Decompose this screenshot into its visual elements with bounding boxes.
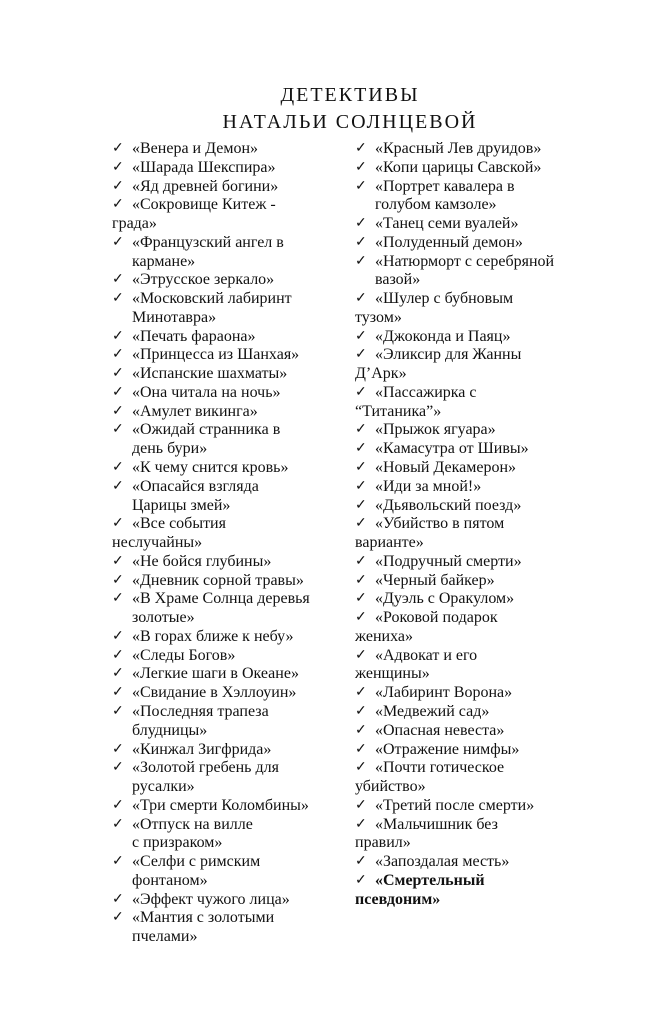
book-title-line: града» <box>112 215 157 233</box>
page-title <box>0 82 662 136</box>
book-title-line: «Яд древней богини» <box>132 177 279 195</box>
book-title-line: «Шарада Шекспира» <box>132 158 276 176</box>
check-icon: ✓ <box>112 854 124 870</box>
check-icon: ✓ <box>355 516 367 532</box>
check-icon: ✓ <box>355 422 367 438</box>
book-title-line: «Селфи с римским <box>132 853 261 871</box>
book-title-line: жениха» <box>355 627 413 645</box>
book-title-line: «Танец семи вуалей» <box>375 215 519 233</box>
check-icon: ✓ <box>355 347 367 363</box>
book-title-line: «Испанские шахматы» <box>132 365 288 383</box>
book-title-line: «Полуденный демон» <box>375 233 523 251</box>
check-icon: ✓ <box>112 384 124 400</box>
book-title-line: «Принцесса из Шанхая» <box>132 346 300 364</box>
check-icon: ✓ <box>112 910 124 926</box>
book-list-item <box>112 178 352 197</box>
book-list-item <box>355 647 605 685</box>
book-list-item <box>112 797 352 816</box>
book-list-item <box>355 553 605 572</box>
check-icon: ✓ <box>355 328 367 344</box>
title-line-2: НАТАЛЬИ СОЛНЦЕВОЙ <box>222 111 478 133</box>
check-icon: ✓ <box>112 422 124 438</box>
book-title-line: «Сокровище Китеж - <box>132 196 276 214</box>
check-icon: ✓ <box>355 591 367 607</box>
book-list-item <box>355 234 605 253</box>
book-list-item <box>355 609 605 647</box>
check-icon: ✓ <box>112 816 124 832</box>
book-title-line: «Новый Декамерон» <box>375 459 517 477</box>
book-list-item <box>355 816 605 854</box>
book-list-item <box>355 346 605 384</box>
check-icon: ✓ <box>355 216 367 232</box>
book-list-item <box>112 759 352 797</box>
book-title-line: «Дневник сорной травы» <box>132 571 304 589</box>
book-title-line: «Джоконда и Паяц» <box>375 327 511 345</box>
book-title-line: голубом камзоле» <box>375 196 497 214</box>
book-title-line: фонтаном» <box>132 871 208 889</box>
book-list-item <box>355 440 605 459</box>
check-icon: ✓ <box>112 460 124 476</box>
book-title-line: «Отражение нимфы» <box>375 740 520 758</box>
book-title-line: «Портрет кавалера в <box>375 177 515 195</box>
book-list-item <box>355 703 605 722</box>
book-list-item <box>112 647 352 666</box>
book-title-line: «Смертельный <box>375 871 485 889</box>
check-icon: ✓ <box>355 178 367 194</box>
book-list-item <box>355 797 605 816</box>
book-title-line: убийство» <box>355 778 426 796</box>
book-title-line: «Опасная невеста» <box>375 721 505 739</box>
check-icon: ✓ <box>112 666 124 682</box>
book-title-line: день бури» <box>132 440 208 458</box>
check-icon: ✓ <box>112 891 124 907</box>
book-title-line: «Натюрморт с серебряной <box>375 252 555 270</box>
book-list-item <box>112 140 352 159</box>
book-list-item <box>112 665 352 684</box>
book-title-line: «К чему снится кровь» <box>132 459 289 477</box>
check-icon: ✓ <box>112 741 124 757</box>
book-list-item <box>355 253 605 291</box>
check-icon: ✓ <box>355 141 367 156</box>
book-title-line: «Мальчишник без <box>375 815 498 833</box>
check-icon: ✓ <box>355 854 367 870</box>
book-list-item <box>112 196 352 234</box>
book-list-item <box>355 328 605 347</box>
book-title-line: “Титаника”» <box>355 402 442 420</box>
check-icon: ✓ <box>112 685 124 701</box>
book-title-line: «Московский лабиринт <box>132 290 292 308</box>
book-title-line: Царицы змей» <box>132 496 231 514</box>
check-icon: ✓ <box>355 441 367 457</box>
check-icon: ✓ <box>355 741 367 757</box>
book-list-item <box>112 328 352 347</box>
book-list-item <box>112 572 352 591</box>
book-title-line: «В горах ближе к небу» <box>132 627 294 645</box>
book-title-line: «Золотой гребень для <box>132 759 279 777</box>
check-icon: ✓ <box>112 366 124 382</box>
book-list-right-column <box>355 140 605 909</box>
book-title-line: «Иди за мной!» <box>375 477 482 495</box>
book-title-line: неслучайны» <box>112 534 203 552</box>
book-title-line: «Медвежий сад» <box>375 702 490 720</box>
book-list-item <box>112 909 352 947</box>
check-icon: ✓ <box>355 553 367 569</box>
book-list-item <box>355 178 605 216</box>
check-icon: ✓ <box>112 628 124 644</box>
book-title-line: «Адвокат и его <box>375 646 478 664</box>
check-icon: ✓ <box>112 197 124 213</box>
check-icon: ✓ <box>112 516 124 532</box>
check-icon: ✓ <box>112 178 124 194</box>
check-icon: ✓ <box>112 272 124 288</box>
book-list-item <box>355 722 605 741</box>
check-icon: ✓ <box>112 572 124 588</box>
book-list-item <box>355 421 605 440</box>
book-title-line: «Опасайся взгляда <box>132 477 259 495</box>
book-list-item <box>112 365 352 384</box>
book-list-item <box>112 459 352 478</box>
check-icon: ✓ <box>112 591 124 607</box>
book-list-item <box>112 853 352 891</box>
book-list-item <box>112 553 352 572</box>
check-icon: ✓ <box>112 647 124 663</box>
book-list-item <box>355 215 605 234</box>
book-list-item <box>355 478 605 497</box>
book-title-line: Минотавра» <box>132 308 217 326</box>
book-title-line: «Третий после смерти» <box>375 796 535 814</box>
book-title-line: «Легкие шаги в Океане» <box>132 665 299 683</box>
book-title-line: «Лабиринт Ворона» <box>375 684 513 702</box>
book-list-item <box>112 290 352 328</box>
book-list-item <box>112 234 352 272</box>
check-icon: ✓ <box>112 703 124 719</box>
book-title-line: варианте» <box>355 534 424 552</box>
book-list-item <box>355 853 605 872</box>
book-title-line: «Свидание в Хэллоуин» <box>132 684 297 702</box>
book-title-line: «Следы Богов» <box>132 646 236 664</box>
book-list-item <box>112 628 352 647</box>
check-icon: ✓ <box>355 816 367 832</box>
book-title-line: псевдоним» <box>355 890 441 908</box>
book-list-item <box>355 459 605 478</box>
book-list-item <box>112 684 352 703</box>
check-icon: ✓ <box>355 497 367 513</box>
book-title-line: Д’Арк» <box>355 365 407 383</box>
book-list-item <box>112 159 352 178</box>
check-icon: ✓ <box>112 478 124 494</box>
book-title-line: блудницы» <box>132 721 208 739</box>
check-icon: ✓ <box>112 760 124 776</box>
title-line-1: ДЕТЕКТИВЫ <box>280 84 420 106</box>
check-icon: ✓ <box>355 253 367 269</box>
check-icon: ✓ <box>112 141 124 156</box>
check-icon: ✓ <box>355 478 367 494</box>
check-icon: ✓ <box>355 384 367 400</box>
book-list-item <box>112 403 352 422</box>
book-title-line: «Эффект чужого лица» <box>132 890 290 908</box>
book-list-item <box>112 346 352 365</box>
book-title-line: «Черный байкер» <box>375 571 495 589</box>
book-title-line: «Красный Лев друидов» <box>375 140 542 157</box>
check-icon: ✓ <box>355 647 367 663</box>
book-title-line: «Французский ангел в <box>132 233 284 251</box>
book-title-line: «Последняя трапеза <box>132 702 269 720</box>
check-icon: ✓ <box>355 159 367 175</box>
book-title-line: женщины» <box>355 665 430 683</box>
book-list-item <box>355 572 605 591</box>
check-icon: ✓ <box>355 797 367 813</box>
book-title-line: тузом» <box>355 308 402 326</box>
check-icon: ✓ <box>355 572 367 588</box>
book-list-left-column <box>112 140 352 947</box>
book-list-item <box>112 816 352 854</box>
book-title-line: «Мантия с золотыми <box>132 909 275 927</box>
book-list-item <box>355 872 605 910</box>
book-list-item <box>355 515 605 553</box>
book-title-line: кармане» <box>132 252 196 270</box>
check-icon: ✓ <box>355 872 367 888</box>
book-list-item <box>112 384 352 403</box>
check-icon: ✓ <box>355 610 367 626</box>
book-title-line: «Камасутра от Шивы» <box>375 440 529 458</box>
book-title-line: «Кинжал Зигфрида» <box>132 740 272 758</box>
book-title-line: «Убийство в пятом <box>375 515 505 533</box>
book-title-line: «Дьявольский поезд» <box>375 496 522 514</box>
book-list-item <box>355 159 605 178</box>
check-icon: ✓ <box>355 722 367 738</box>
book-title-line: «Ожидай странника в <box>132 421 281 439</box>
check-icon: ✓ <box>355 291 367 307</box>
book-title-line: «Прыжок ягуара» <box>375 421 496 439</box>
check-icon: ✓ <box>112 159 124 175</box>
book-title-line: «Копи царицы Савской» <box>375 158 542 176</box>
check-icon: ✓ <box>112 291 124 307</box>
book-title-line: русалки» <box>132 778 195 796</box>
book-title-line: «Подручный смерти» <box>375 552 522 570</box>
check-icon: ✓ <box>112 328 124 344</box>
check-icon: ✓ <box>112 797 124 813</box>
book-title-line: «Все события <box>132 515 226 533</box>
book-list-item <box>355 684 605 703</box>
book-list-item <box>355 140 605 159</box>
book-title-line: «Шулер с бубновым <box>375 290 514 308</box>
book-list-item <box>112 478 352 516</box>
book-list-item <box>112 741 352 760</box>
book-title-line: вазой» <box>375 271 421 289</box>
book-list-item <box>112 271 352 290</box>
check-icon: ✓ <box>112 234 124 250</box>
book-title-line: «Она читала на ночь» <box>132 383 281 401</box>
book-list-item <box>355 590 605 609</box>
book-title-line: «В Храме Солнца деревья <box>132 590 310 608</box>
book-title-line: с призраком» <box>132 834 223 852</box>
check-icon: ✓ <box>355 760 367 776</box>
book-title-line: «Отпуск на вилле <box>132 815 253 833</box>
book-title-line: «Не бойся глубины» <box>132 552 272 570</box>
book-list-item <box>112 703 352 741</box>
book-list-item <box>355 290 605 328</box>
book-title-line: «Этрусское зеркало» <box>132 271 275 289</box>
check-icon: ✓ <box>112 553 124 569</box>
book-list-item <box>112 891 352 910</box>
book-title-line: «Венера и Демон» <box>132 140 258 157</box>
book-title-line: «Три смерти Коломбины» <box>132 796 309 814</box>
book-list-item <box>355 759 605 797</box>
book-title-line: золотые» <box>132 609 195 627</box>
book-list-item <box>112 515 352 553</box>
book-title-line: «Эликсир для Жанны <box>375 346 522 364</box>
book-title-line: правил» <box>355 834 411 852</box>
check-icon: ✓ <box>355 685 367 701</box>
book-title-line: пчелами» <box>132 928 198 946</box>
check-icon: ✓ <box>112 403 124 419</box>
book-title-line: «Печать фараона» <box>132 327 256 345</box>
check-icon: ✓ <box>355 234 367 250</box>
book-list-item <box>355 384 605 422</box>
book-title-line: «Дуэль с Оракулом» <box>375 590 515 608</box>
book-list-item <box>355 497 605 516</box>
book-title-line: «Амулет викинга» <box>132 402 258 420</box>
book-list-item <box>112 421 352 459</box>
book-list-item <box>355 741 605 760</box>
check-icon: ✓ <box>112 347 124 363</box>
book-title-line: «Пассажирка с <box>375 383 477 401</box>
check-icon: ✓ <box>355 703 367 719</box>
book-title-line: «Роковой подарок <box>375 609 498 627</box>
book-title-line: «Почти готическое <box>375 759 505 777</box>
book-list-item <box>112 590 352 628</box>
check-icon: ✓ <box>355 460 367 476</box>
book-title-line: «Запоздалая месть» <box>375 853 510 871</box>
